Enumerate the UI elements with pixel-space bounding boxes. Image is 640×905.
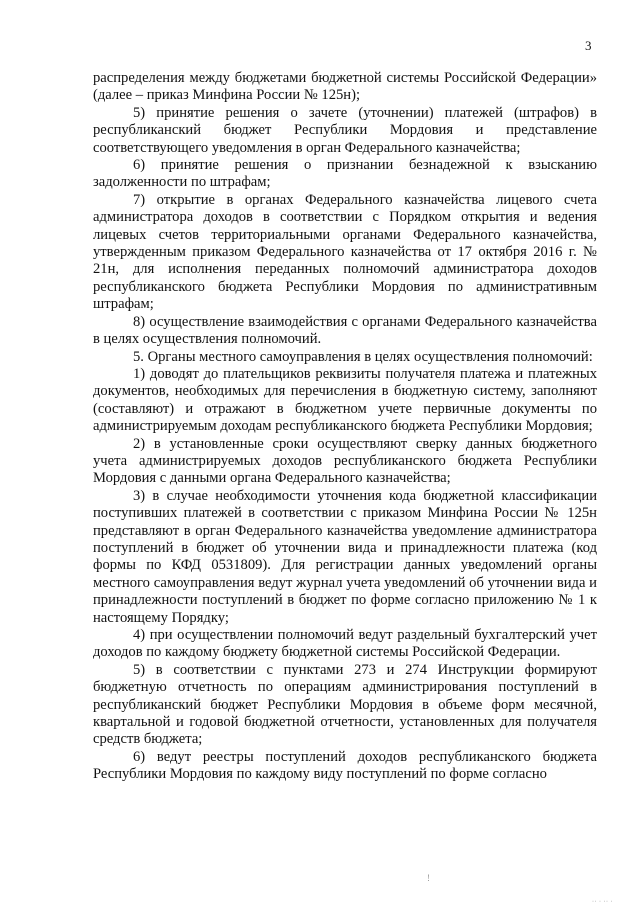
page-number: 3 [585,38,592,53]
paragraph-item-8-interaction: 8) осуществление взаимодействия с органами Федерального казначейства в целях осуществления полномочий. [93,313,597,348]
document-body [93,70,597,784]
paragraph-continuation: распределения между бюджетами бюджетной системы Российской Федерации» (далее – приказ Минфина России № 125н); [93,70,597,104]
paragraph-local-item-3: 3) в случае необходимости уточнения кода бюджетной классификации поступивших платежей в соответствии с приказом Минфина России № 125н представляют в орган Федерального казначейства уведомление администратора поступлений в бюджет об уточнении вида и принадлежности платежа (код формы по КФД 0531809). Для регистрации данных уведомлений органы местного самоуправления ведут журнал учета уведомлений об уточнении вида и принадлежности поступлений в бюджет по форме согласно приложению № 1 к настоящему Порядку; [93,487,597,626]
paragraph-item-7-account-opening: 7) открытие в органах Федерального казначейства лицевого счета администратора доходов в соответствии с Порядком открытия и ведения лицевых счетов территориальными органами Федерального казначейства, утвержденным приказом Федерального казначейства от 17 октября 2016 г. № 21н, для исполнения переданных полномочий администратора доходов республиканского бюджета Республики Мордовия по административным штрафам; [93,191,597,313]
paragraph-local-item-2: 2) в установленные сроки осуществляют сверку данных бюджетного учета администрируемых доходов республиканского бюджета Республики Мордовия с данными органа Федерального казначейства; [93,435,597,487]
paragraph-local-item-4: 4) при осуществлении полномочий ведут раздельный бухгалтерский учет доходов по каждому бюджету бюджетной системы Российской Федерации. [93,627,597,661]
paragraph-local-item-5: 5) в соответствии с пунктами 273 и 274 Инструкции формируют бюджетную отчетность по операциям администрирования поступлений в республиканский бюджет Республики Мордовия в объеме форм месячной, квартальной и годовой бюджетной отчетности, установленных для получателя средств бюджета; [93,661,597,748]
paragraph-section-5-heading: 5. Органы местного самоуправления в целях осуществления полномочий: [133,348,593,365]
paragraph-local-item-6: 6) ведут реестры поступлений доходов республиканского бюджета Республики Мордовия по каждому виду поступлений по форме согласно [93,748,597,783]
corner-scan-mark: ·· · ·· · [592,899,613,905]
paragraph-local-item-1: 1) доводят до плательщиков реквизиты получателя платежа и платежных документов, необходимых для перечисления в бюджетную систему, заполняют (составляют) и отражают в бюджетном учете первичные документы по администрируемым доходам республиканского бюджета Республики Мордовия; [93,365,597,435]
paragraph-item-6-bad-debt: 6) принятие решения о признании безнадежной к взысканию задолженности по штрафам; [93,157,597,191]
footer-mark: ! [427,873,430,883]
paragraph-item-5-offset-decision: 5) принятие решения о зачете (уточнении) платежей (штрафов) в республиканский бюджет Республики Мордовия и представление соответствующего уведомления в орган Федерального казначейства; [93,104,597,156]
